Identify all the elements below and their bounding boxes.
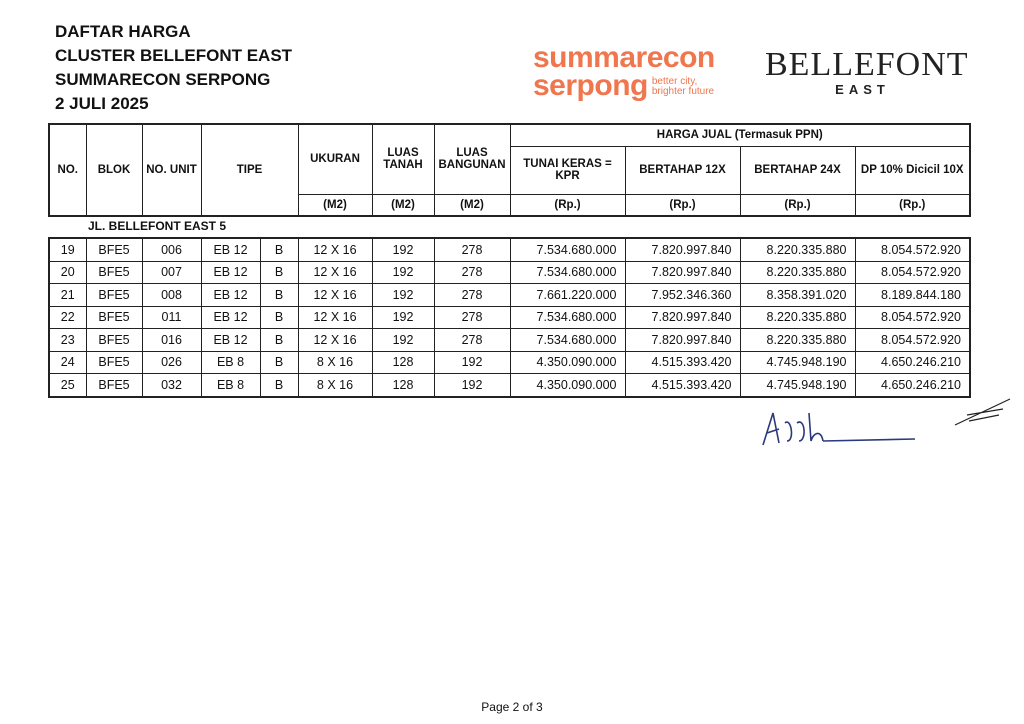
cell-b24: 8.220.335.880 bbox=[740, 306, 855, 329]
cell-tipe: EB 12 bbox=[201, 306, 260, 329]
cell-tunai: 7.661.220.000 bbox=[510, 284, 625, 307]
cell-lb: 192 bbox=[434, 374, 510, 397]
table-row bbox=[49, 284, 970, 307]
unit-m2-ukuran: (M2) bbox=[298, 194, 372, 216]
cell-kelas: B bbox=[260, 306, 298, 329]
cell-tipe: EB 12 bbox=[201, 284, 260, 307]
cell-dp: 8.054.572.920 bbox=[855, 329, 970, 352]
cell-ukuran: 12 X 16 bbox=[298, 261, 372, 284]
cell-tipe: EB 8 bbox=[201, 351, 260, 374]
header-luas-tanah: LUAS TANAH bbox=[372, 124, 434, 194]
summarecon-logo bbox=[533, 41, 715, 102]
header-no: NO. bbox=[49, 124, 86, 216]
cell-lb: 278 bbox=[434, 329, 510, 352]
cell-kelas: B bbox=[260, 351, 298, 374]
cell-unit: 007 bbox=[142, 261, 201, 284]
cell-b24: 8.220.335.880 bbox=[740, 329, 855, 352]
cell-unit: 026 bbox=[142, 351, 201, 374]
cell-blok: BFE5 bbox=[86, 329, 142, 352]
cell-dp: 8.054.572.920 bbox=[855, 238, 970, 261]
header-no-unit: NO. UNIT bbox=[142, 124, 201, 216]
header-bertahap-12x: BERTAHAP 12X bbox=[625, 146, 740, 194]
cell-lt: 192 bbox=[372, 329, 434, 352]
table-row bbox=[49, 306, 970, 329]
cell-blok: BFE5 bbox=[86, 261, 142, 284]
cell-ukuran: 12 X 16 bbox=[298, 306, 372, 329]
header-ukuran: UKURAN bbox=[298, 124, 372, 194]
cell-unit: 008 bbox=[142, 284, 201, 307]
price-table-header bbox=[48, 123, 971, 217]
cell-b12: 7.820.997.840 bbox=[625, 306, 740, 329]
cell-lb: 278 bbox=[434, 306, 510, 329]
serpong-word: serpong bbox=[533, 69, 648, 102]
cell-lb: 278 bbox=[434, 284, 510, 307]
cell-unit: 011 bbox=[142, 306, 201, 329]
title-line-1: DAFTAR HARGA bbox=[55, 22, 191, 41]
cell-tunai: 7.534.680.000 bbox=[510, 329, 625, 352]
cell-lt: 128 bbox=[372, 374, 434, 397]
header-blok: BLOK bbox=[86, 124, 142, 216]
cell-b24: 4.745.948.190 bbox=[740, 351, 855, 374]
document-title bbox=[55, 20, 292, 116]
cell-tipe: EB 12 bbox=[201, 261, 260, 284]
bellefont-logo bbox=[765, 46, 969, 97]
cell-no: 22 bbox=[49, 306, 86, 329]
header-tipe: TIPE bbox=[201, 124, 298, 216]
cell-unit: 016 bbox=[142, 329, 201, 352]
cell-b12: 7.952.346.360 bbox=[625, 284, 740, 307]
cell-ukuran: 12 X 16 bbox=[298, 284, 372, 307]
unit-m2-tanah: (M2) bbox=[372, 194, 434, 216]
cell-blok: BFE5 bbox=[86, 284, 142, 307]
cell-ukuran: 12 X 16 bbox=[298, 238, 372, 261]
cell-no: 21 bbox=[49, 284, 86, 307]
cell-tipe: EB 12 bbox=[201, 329, 260, 352]
cell-b24: 8.358.391.020 bbox=[740, 284, 855, 307]
cell-b24: 8.220.335.880 bbox=[740, 261, 855, 284]
signature-image bbox=[755, 395, 1015, 455]
cell-dp: 4.650.246.210 bbox=[855, 351, 970, 374]
cell-lt: 128 bbox=[372, 351, 434, 374]
cell-blok: BFE5 bbox=[86, 306, 142, 329]
cell-tunai: 7.534.680.000 bbox=[510, 306, 625, 329]
summarecon-tagline bbox=[652, 77, 714, 97]
table-row bbox=[49, 261, 970, 284]
cell-no: 25 bbox=[49, 374, 86, 397]
east-word: EAST bbox=[835, 82, 890, 97]
cell-kelas: B bbox=[260, 238, 298, 261]
cell-kelas: B bbox=[260, 329, 298, 352]
cell-kelas: B bbox=[260, 374, 298, 397]
unit-rp-dp: (Rp.) bbox=[855, 194, 970, 216]
tagline-line-2: brighter future bbox=[651, 86, 715, 97]
cell-tipe: EB 12 bbox=[201, 238, 260, 261]
cell-blok: BFE5 bbox=[86, 238, 142, 261]
price-table-body bbox=[48, 237, 971, 398]
unit-rp-tunai: (Rp.) bbox=[510, 194, 625, 216]
cell-dp: 8.189.844.180 bbox=[855, 284, 970, 307]
cell-b24: 8.220.335.880 bbox=[740, 238, 855, 261]
cell-lt: 192 bbox=[372, 261, 434, 284]
header-bertahap-24x: BERTAHAP 24X bbox=[740, 146, 855, 194]
header-tunai-keras: TUNAI KERAS = KPR bbox=[510, 146, 625, 194]
page-number: Page 2 of 3 bbox=[481, 700, 543, 714]
section-label: JL. BELLEFONT EAST 5 bbox=[88, 219, 227, 233]
cell-ukuran: 12 X 16 bbox=[298, 329, 372, 352]
cell-kelas: B bbox=[260, 261, 298, 284]
cell-no: 24 bbox=[49, 351, 86, 374]
table-row bbox=[49, 374, 970, 397]
title-line-3: SUMMARECON SERPONG bbox=[55, 70, 271, 89]
unit-rp-12x: (Rp.) bbox=[625, 194, 740, 216]
header-dp-10: DP 10% Dicicil 10X bbox=[855, 146, 970, 194]
cell-no: 19 bbox=[49, 238, 86, 261]
cell-kelas: B bbox=[260, 284, 298, 307]
cell-blok: BFE5 bbox=[86, 351, 142, 374]
cell-tunai: 7.534.680.000 bbox=[510, 261, 625, 284]
header-harga-jual: HARGA JUAL (Termasuk PPN) bbox=[510, 124, 970, 146]
cell-b12: 4.515.393.420 bbox=[625, 374, 740, 397]
tagline-line-1: better city, bbox=[651, 76, 698, 87]
cell-b12: 7.820.997.840 bbox=[625, 261, 740, 284]
cell-tunai: 7.534.680.000 bbox=[510, 238, 625, 261]
cell-unit: 006 bbox=[142, 238, 201, 261]
cell-lt: 192 bbox=[372, 238, 434, 261]
cell-lb: 278 bbox=[434, 238, 510, 261]
summarecon-word: summarecon bbox=[533, 41, 715, 74]
table-row bbox=[49, 351, 970, 374]
cell-lb: 278 bbox=[434, 261, 510, 284]
cell-b12: 7.820.997.840 bbox=[625, 329, 740, 352]
cell-ukuran: 8 X 16 bbox=[298, 351, 372, 374]
cell-dp: 8.054.572.920 bbox=[855, 261, 970, 284]
table-row bbox=[49, 329, 970, 352]
unit-rp-24x: (Rp.) bbox=[740, 194, 855, 216]
cell-dp: 8.054.572.920 bbox=[855, 306, 970, 329]
cell-lt: 192 bbox=[372, 306, 434, 329]
cell-b12: 4.515.393.420 bbox=[625, 351, 740, 374]
cell-tipe: EB 8 bbox=[201, 374, 260, 397]
cell-lb: 192 bbox=[434, 351, 510, 374]
cell-b24: 4.745.948.190 bbox=[740, 374, 855, 397]
cell-tunai: 4.350.090.000 bbox=[510, 351, 625, 374]
cell-blok: BFE5 bbox=[86, 374, 142, 397]
table-row bbox=[49, 238, 970, 261]
cell-dp: 4.650.246.210 bbox=[855, 374, 970, 397]
cell-lt: 192 bbox=[372, 284, 434, 307]
cell-ukuran: 8 X 16 bbox=[298, 374, 372, 397]
cell-b12: 7.820.997.840 bbox=[625, 238, 740, 261]
title-line-2: CLUSTER BELLEFONT EAST bbox=[55, 46, 293, 65]
unit-m2-bangunan: (M2) bbox=[434, 194, 510, 216]
header-luas-bangunan: LUAS BANGUNAN bbox=[434, 124, 510, 194]
cell-no: 20 bbox=[49, 261, 86, 284]
cell-unit: 032 bbox=[142, 374, 201, 397]
cell-tunai: 4.350.090.000 bbox=[510, 374, 625, 397]
cell-no: 23 bbox=[49, 329, 86, 352]
bellefont-word: BELLEFONT bbox=[765, 46, 969, 83]
title-line-4: 2 JULI 2025 bbox=[55, 94, 149, 113]
